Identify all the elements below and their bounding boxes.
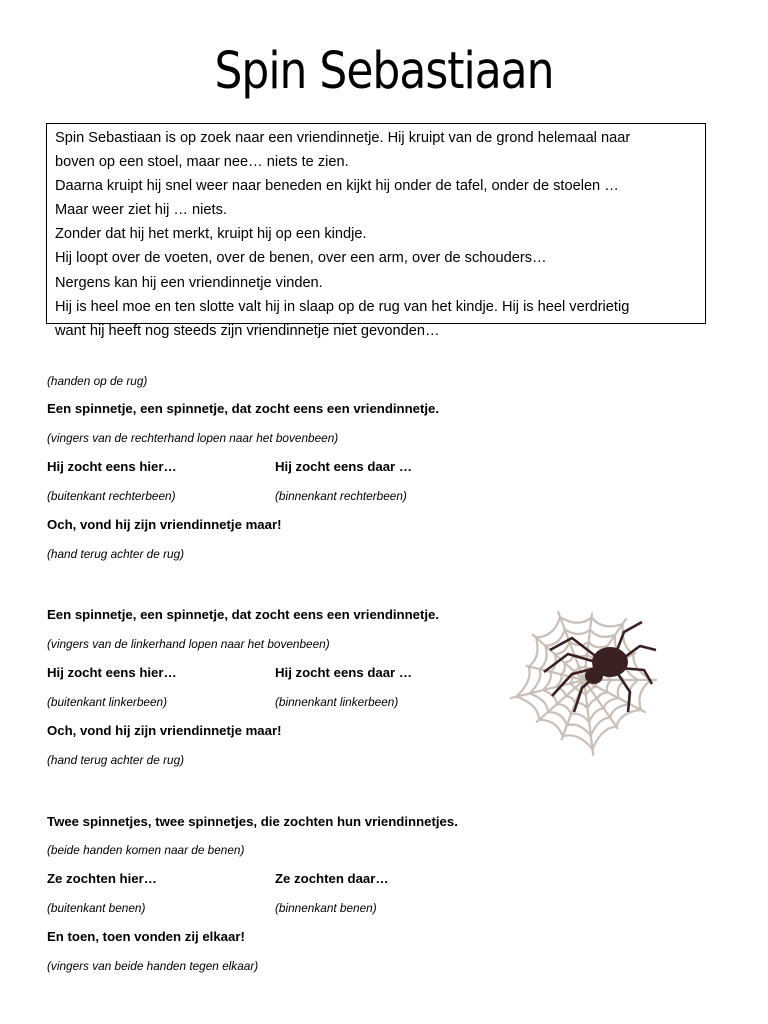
- verse1-instruction-here: (buitenkant rechterbeen): [47, 489, 176, 503]
- story-line: want hij heeft nog steeds zijn vriendinnetje niet gevonden…: [55, 322, 440, 339]
- story-line: boven op een stoel, maar nee… niets te zien.: [55, 154, 349, 171]
- verse3-instruction1: (beide handen komen naar de benen): [47, 843, 245, 857]
- verse1-there: Hij zocht eens daar …: [275, 459, 413, 474]
- verse1-here: Hij zocht eens hier…: [47, 459, 177, 474]
- intro-instruction: (handen op de rug): [47, 374, 148, 388]
- verse3-here: Ze zochten hier…: [47, 871, 157, 886]
- verse2-here: Hij zocht eens hier…: [47, 665, 177, 680]
- spider-web-icon: [502, 588, 662, 770]
- story-line: Daarna kruipt hij snel weer naar beneden en kijkt hij onder de tafel, onder de stoelen …: [55, 178, 619, 195]
- verse3-instruction3: (vingers van beide handen tegen elkaar): [47, 959, 259, 973]
- verse3-there: Ze zochten daar…: [275, 871, 389, 886]
- verse2-line3: Och, vond hij zijn vriendinnetje maar!: [47, 723, 282, 738]
- verse2-instruction-there: (binnenkant linkerbeen): [275, 695, 399, 709]
- story-line: Maar weer ziet hij … niets.: [55, 202, 227, 219]
- verse2-line1: Een spinnetje, een spinnetje, dat zocht eens een vriendinnetje.: [47, 607, 440, 622]
- verse1-instruction-there: (binnenkant rechterbeen): [275, 489, 407, 503]
- verse2-instruction-here: (buitenkant linkerbeen): [47, 695, 168, 709]
- verse2-there: Hij zocht eens daar …: [275, 665, 413, 680]
- verse3-line3: En toen, toen vonden zij elkaar!: [47, 929, 245, 944]
- verse1-line3: Och, vond hij zijn vriendinnetje maar!: [47, 517, 282, 532]
- spider-head: [585, 668, 603, 684]
- page-title: Spin Sebastiaan: [214, 42, 554, 101]
- verse1-instruction3: (hand terug achter de rug): [47, 547, 185, 561]
- verse3-instruction-there: (binnenkant benen): [275, 901, 377, 915]
- verse2-instruction3: (hand terug achter de rug): [47, 753, 185, 767]
- verse3-instruction-here: (buitenkant benen): [47, 901, 146, 915]
- story-line: Spin Sebastiaan is op zoek naar een vriendinnetje. Hij kruipt van de grond helemaal naar: [55, 130, 631, 146]
- verse1-line1: Een spinnetje, een spinnetje, dat zocht eens een vriendinnetje.: [47, 401, 440, 416]
- story-line: Hij is heel moe en ten slotte valt hij in slaap op de rug van het kindje. Hij is heel verdrietig: [55, 298, 630, 315]
- verse3-line1: Twee spinnetjes, twee spinnetjes, die zochten hun vriendinnetjes.: [47, 814, 458, 829]
- web-spoke: [584, 680, 645, 712]
- verse1-instruction1: (vingers van de rechterhand lopen naar het bovenbeen): [47, 431, 339, 445]
- story-line: Hij loopt over de voeten, over de benen, over een arm, over de schouders…: [55, 250, 547, 267]
- story-box: [46, 123, 706, 339]
- story-line: Zonder dat hij het merkt, kruipt hij op een kindje.: [55, 226, 367, 243]
- verse2-instruction1: (vingers van de linkerhand lopen naar het bovenbeen): [47, 637, 330, 651]
- story-line: Nergens kan hij een vriendinnetje vinden.: [55, 274, 323, 291]
